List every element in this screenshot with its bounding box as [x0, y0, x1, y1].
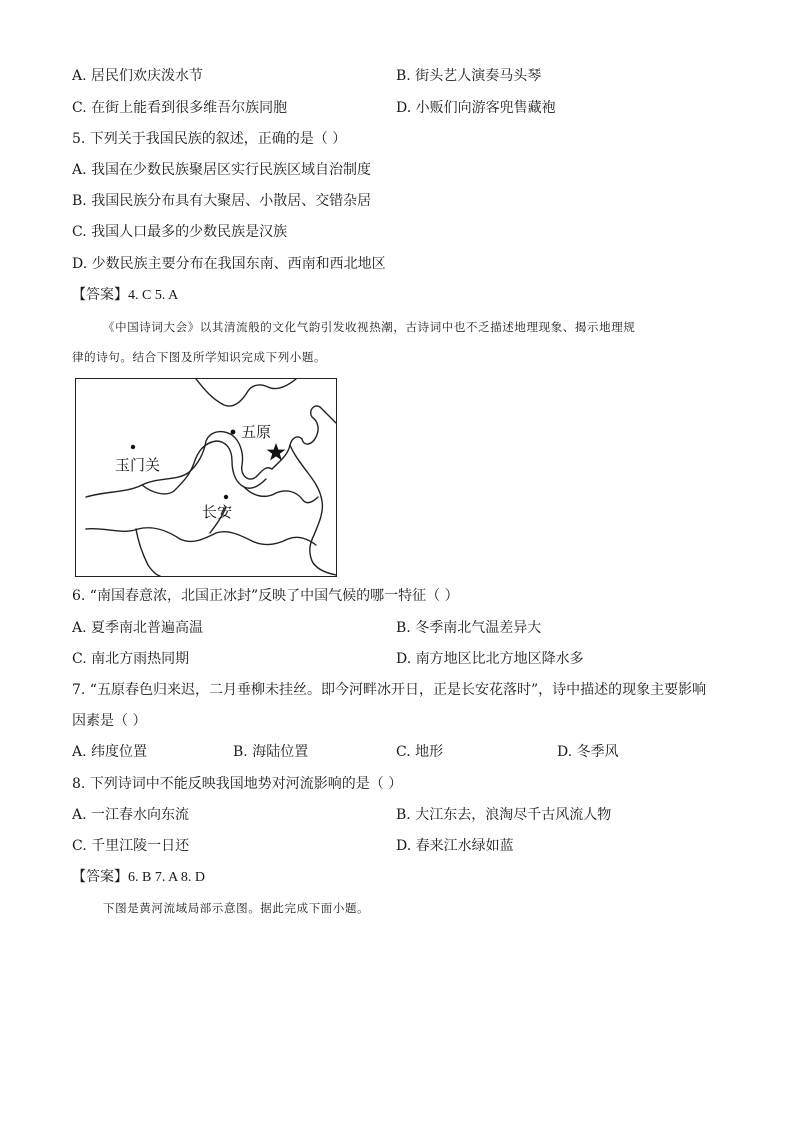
answer-tag: 【答案】 — [72, 287, 128, 303]
q8-option-a: A. 一江春水向东流 — [72, 807, 190, 823]
q4-option-a: A. 居民们欢庆泼水节 — [72, 68, 204, 84]
q8-option-b: B. 大江东去，浪淘尽千古风流人物 — [396, 807, 612, 823]
q5-option-c: C. 我国人口最多的少数民族是汉族 — [72, 224, 288, 240]
map-label-changan: 长安 — [202, 503, 233, 521]
q5-option-d: D. 少数民族主要分布在我国东南、西南和西北地区 — [72, 256, 386, 272]
q8-option-c: C. 千里江陵一日还 — [72, 838, 190, 854]
q4-option-c: C. 在街上能看到很多维吾尔族同胞 — [72, 100, 288, 116]
map-label-wuyuan: 五原 — [241, 423, 272, 441]
q4-option-b: B. 街头艺人演奏马头琴 — [396, 68, 542, 84]
answer-values: 4. C 5. A — [128, 288, 179, 303]
answer-tag: 【答案】 — [72, 869, 128, 885]
q8-option-d: D. 春来江水绿如蓝 — [396, 838, 514, 854]
q6-stem: 6. “南国春意浓，北国正冰封”反映了中国气候的哪一特征（ ） — [72, 588, 459, 604]
river-line — [244, 487, 318, 503]
q6-option-a: A. 夏季南北普遍高温 — [72, 620, 204, 636]
boundary-line — [196, 379, 296, 406]
answer-values: 6. B 7. A 8. D — [128, 870, 206, 885]
answer-block-2 — [72, 867, 205, 888]
yumenguan-dot — [131, 445, 135, 449]
q7-stem-line-2: 因素是（ ） — [72, 713, 147, 729]
q5-stem: 5. 下列关于我国民族的叙述，正确的是（ ） — [72, 131, 347, 147]
coastline — [290, 445, 336, 575]
q7-option-d: D. 冬季风 — [557, 744, 619, 760]
yellow-river-map — [75, 378, 337, 577]
answer-block-1 — [72, 285, 178, 306]
q7-option-c: C. 地形 — [396, 744, 444, 760]
q7-option-b: B. 海陆位置 — [233, 744, 309, 760]
q5-option-a: A. 我国在少数民族聚居区实行民族区域自治制度 — [72, 162, 372, 178]
river-line — [136, 529, 160, 576]
q4-option-d: D. 小贩们向游客兜售藏袍 — [396, 100, 556, 116]
q6-option-b: B. 冬季南北气温差异大 — [396, 620, 542, 636]
q7-option-a: A. 纬度位置 — [72, 744, 148, 760]
wuyuan-dot — [231, 430, 236, 435]
q7-stem-line-1: 7. “五原春色归来迟，二月垂柳未挂丝。即今河畔冰开日，正是长安花落时”，诗中描述的现象主要影响 — [72, 682, 707, 698]
intro-paragraph-2: 下图是黄河流域局部示意图。据此完成下面小题。 — [103, 901, 370, 915]
q6-option-c: C. 南北方雨热同期 — [72, 651, 190, 667]
q6-option-d: D. 南方地区比北方地区降水多 — [396, 651, 584, 667]
intro-paragraph-line-2: 律的诗句。结合下图及所学知识完成下列小题。 — [72, 350, 327, 364]
intro-paragraph-line-1: 《中国诗词大会》以其清流般的文化气韵引发收视热潮，古诗词中也不乏描述地理现象、揭示地理规 — [103, 320, 636, 334]
coastline — [272, 406, 336, 469]
changan-dot — [224, 495, 228, 499]
q8-stem: 8. 下列诗词中不能反映我国地势对河流影响的是（ ） — [72, 776, 403, 792]
river-line — [86, 528, 316, 545]
map-label-yumenguan: 玉门关 — [115, 456, 161, 474]
q5-option-b: B. 我国民族分布具有大聚居、小散居、交错杂居 — [72, 193, 372, 209]
